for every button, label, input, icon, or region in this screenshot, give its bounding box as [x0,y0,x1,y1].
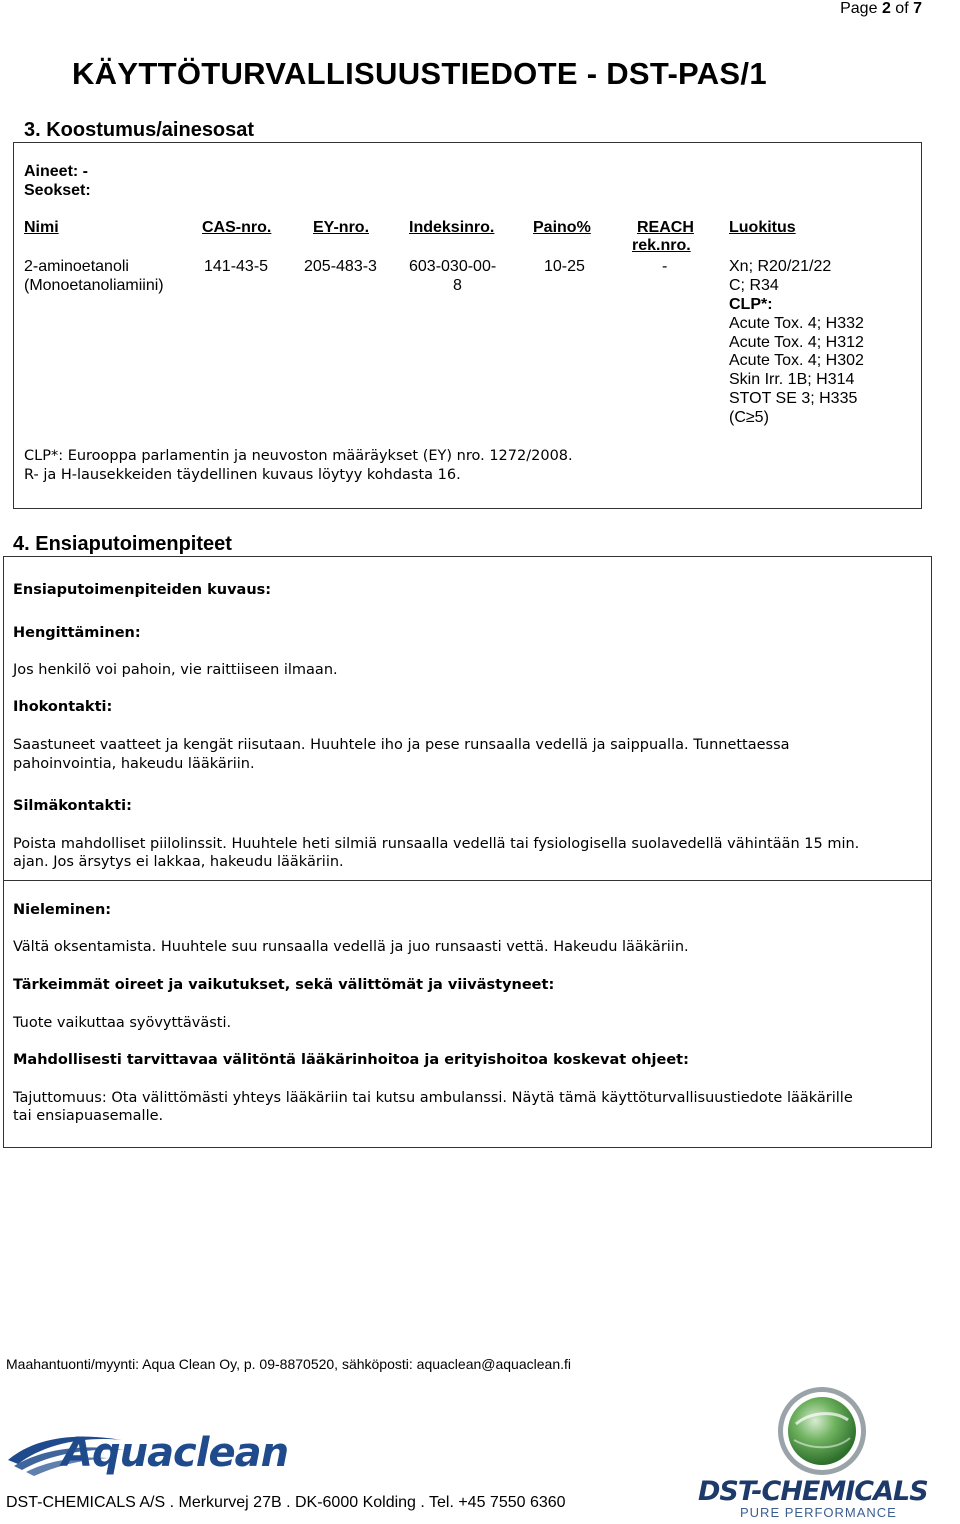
eye-contact-text: Poista mahdolliset piilolinssit. Huuhtele heti silmiä runsaalla vedellä tai fysiologisella suolavedellä vähintään 15 min. [13,836,860,852]
skin-contact-label: Ihokontakti: [13,699,113,715]
row-nimi-2: (Monoetanoliamiini) [24,277,164,294]
col-header-reach: REACH [637,219,694,236]
col-header-luokitus: Luokitus [729,219,796,236]
col-header-cas: CAS-nro. [202,219,272,236]
first-aid-box-top [3,556,932,881]
col-header-paino: Paino% [533,219,591,236]
col-header-reach-2: rek.nro. [632,237,691,254]
page-number: Page 2 of 7 [840,0,922,17]
eye-contact-text-2: ajan. Jos ärsytys ei lakkaa, hakeudu lääkäriin. [13,854,344,870]
section-4-heading: 4. Ensiaputoimenpiteet [13,533,232,555]
medical-care-text: Tajuttomuus: Ota välittömästi yhteys lääkäriin tai kutsu ambulanssi. Näytä tämä käyttöturvallisuustiedote lääkärille [13,1090,853,1106]
document-title: KÄYTTÖTURVALLISUUSTIEDOTE - DST-PAS/1 [72,56,767,91]
row-indeksi-2: 8 [453,277,462,294]
col-header-ey: EY-nro. [313,219,370,236]
r-h-note: R- ja H-lausekkeiden täydellinen kuvaus löytyy kohdasta 16. [24,467,461,483]
aineet-label: Aineet: - [24,163,88,180]
footer-address: DST-CHEMICALS A/S . Merkurvej 27B . DK-6000 Kolding . Tel. +45 7550 6360 [6,1494,566,1511]
dst-chemicals-logo [696,1384,958,1520]
row-reach: - [662,258,668,275]
section-3-heading: 3. Koostumus/ainesosat [24,119,255,141]
row-indeksi: 603-030-00- [409,258,497,275]
dst-wordmark: DST-CHEMICALS [698,1476,928,1507]
luokitus-line: (C≥5) [729,409,769,426]
row-ey: 205-483-3 [304,258,377,275]
medical-care-label: Mahdollisesti tarvittavaa välitöntä lääkärinhoitoa ja erityishoitoa koskevat ohjeet: [13,1052,689,1068]
medical-care-text-2: tai ensiapuasemalle. [13,1108,164,1124]
dst-tagline: PURE PERFORMANCE [740,1505,897,1520]
luokitus-line: C; R34 [729,277,779,294]
row-paino: 10-25 [544,258,585,275]
inhalation-label: Hengittäminen: [13,625,141,641]
aquaclean-logo [4,1420,354,1480]
col-header-indeksi: Indeksinro. [409,219,495,236]
symptoms-text: Tuote vaikuttaa syövyttävästi. [13,1015,232,1031]
ingestion-text: Vältä oksentamista. Huuhtele suu runsaalla vedellä ja juo runsaasti vettä. Hakeudu lääkäriin. [13,939,689,955]
dst-globe-icon [696,1384,958,1480]
ingestion-label: Nieleminen: [13,902,112,918]
symptoms-label: Tärkeimmät oireet ja vaikutukset, sekä välittömät ja viivästyneet: [13,977,555,993]
luokitus-line: Xn; R20/21/22 [729,258,832,275]
skin-contact-text-2: pahoinvointia, hakeudu lääkäriin. [13,756,255,772]
luokitus-line: Acute Tox. 4; H312 [729,334,864,351]
clp-note: CLP*: Eurooppa parlamentin ja neuvoston määräykset (EY) nro. 1272/2008. [24,448,573,464]
skin-contact-text: Saastuneet vaatteet ja kengät riisutaan. Huuhtele iho ja pese runsaalla vedellä ja saippualla. Tunnettaessa [13,737,790,753]
col-header-nimi: Nimi [24,219,59,236]
luokitus-line: STOT SE 3; H335 [729,390,858,407]
footer-contact: Maahantuonti/myynti: Aqua Clean Oy, p. 09-8870520, sähköposti: aquaclean@aquaclean.fi [6,1356,571,1372]
luokitus-line: Skin Irr. 1B; H314 [729,371,855,388]
eye-contact-label: Silmäkontakti: [13,798,132,814]
aquaclean-wordmark: Aquaclean [62,1430,289,1476]
luokitus-line: Acute Tox. 4; H302 [729,352,864,369]
seokset-label: Seokset: [24,182,91,199]
first-aid-description-label: Ensiaputoimenpiteiden kuvaus: [13,582,272,598]
row-cas: 141-43-5 [204,258,269,275]
luokitus-line: Acute Tox. 4; H332 [729,315,864,332]
luokitus-line: CLP*: [729,296,773,313]
inhalation-text: Jos henkilö voi pahoin, vie raittiiseen ilmaan. [13,662,338,678]
row-nimi: 2-aminoetanoli [24,258,129,275]
